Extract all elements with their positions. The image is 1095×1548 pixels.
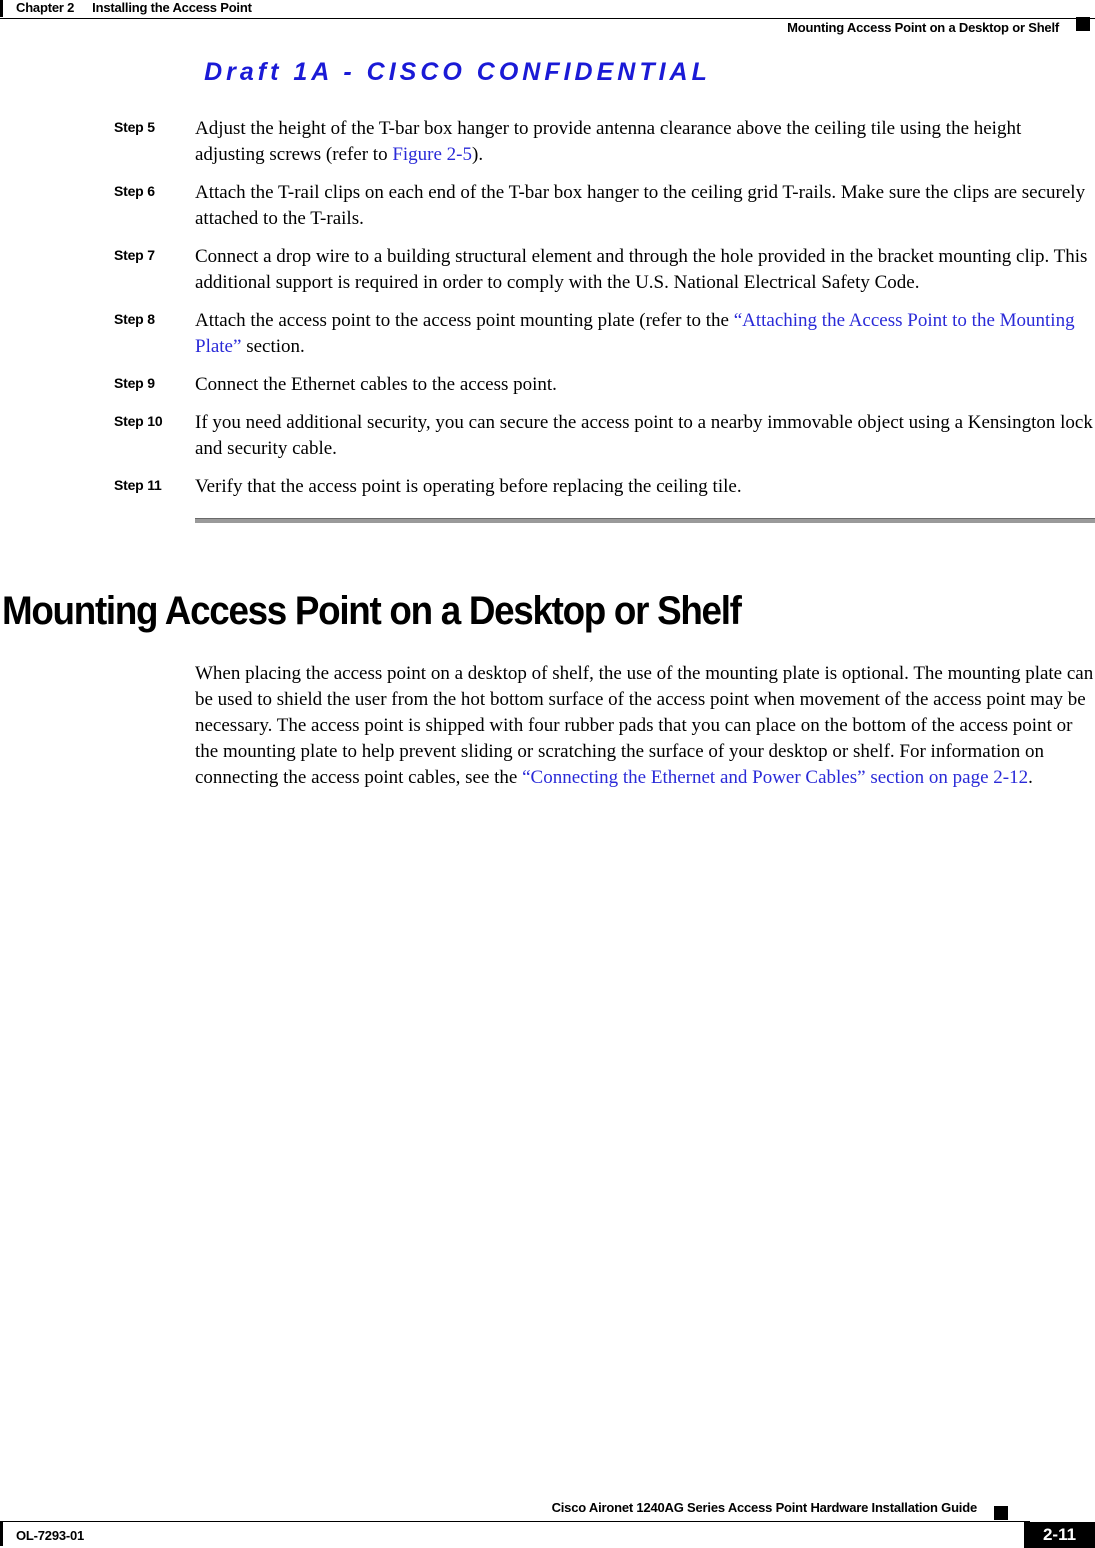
- header-section-title: Mounting Access Point on a Desktop or Shelf: [787, 20, 1059, 35]
- step-9: [0, 372, 1095, 398]
- step-text: If you need additional security, you can secure the access point to a nearby immovable object using a Kensington lock and security cable.: [195, 412, 1093, 459]
- procedure-end-rule: [195, 518, 1095, 523]
- step-text: Verify that the access point is operating before replacing the ceiling tile.: [195, 476, 742, 497]
- section-paragraph: [195, 661, 1095, 791]
- figure-2-5-link[interactable]: Figure 2-5: [392, 144, 473, 165]
- header-left-bar: [0, 0, 3, 17]
- draft-banner: [0, 58, 1095, 87]
- connecting-cables-link[interactable]: “Connecting the Ethernet and Power Cables” section on page 2-12: [522, 767, 1029, 788]
- paragraph-text: When placing the access point on a desktop of shelf, the use of the mounting plate is optional. The mounting plate can be used to shield the user from the hot bottom surface of the access point when movement of the access point may be necessary. The access point is shipped with four rubber pads that you can place on the bottom of the access point or the mounting plate to help prevent sliding or scratching the surface of your desktop or shelf. For information on connecting the access point cables, see the: [195, 663, 1094, 788]
- step-label: Step 9: [114, 375, 155, 391]
- step-label: Step 10: [114, 413, 163, 429]
- step-text: Connect a drop wire to a building structural element and through the hole provided in the bracket mounting clip. This additional support is required in order to comply with the U.S. National Electrical Safety Code.: [195, 246, 1088, 293]
- footer-doc-number: OL-7293-01: [16, 1528, 85, 1543]
- step-text-part: ).: [472, 144, 484, 165]
- paragraph-text: .: [1028, 767, 1033, 788]
- footer-square-marker: [994, 1506, 1008, 1520]
- step-text: [195, 116, 1095, 168]
- step-7: [0, 244, 1095, 296]
- step-6: [0, 180, 1095, 232]
- step-label: Step 7: [114, 247, 155, 263]
- header-chapter-number: Chapter 2: [16, 0, 75, 15]
- step-8: [0, 308, 1095, 360]
- attaching-mounting-plate-link[interactable]: “Attaching the Access Point to the Mounting Plate”: [195, 310, 1075, 357]
- step-label: Step 6: [114, 183, 155, 199]
- step-label: Step 5: [114, 119, 155, 135]
- step-text: Attach the T-rail clips on each end of the T-bar box hanger to the ceiling grid T-rails. Make sure the clips are securely attached to the T-rails.: [195, 182, 1086, 229]
- step-text-part: Adjust the height of the T-bar box hanger to provide antenna clearance above the ceiling tile using the height adjusting screws (refer to: [195, 118, 1022, 165]
- footer-guide-title: Cisco Aironet 1240AG Series Access Point Hardware Installation Guide: [551, 1500, 977, 1515]
- step-label: Step 8: [114, 311, 155, 327]
- header-chapter: [16, 0, 252, 15]
- header-square-marker: [1076, 17, 1090, 31]
- step-10: [0, 410, 1095, 462]
- header-chapter-title: Installing the Access Point: [92, 0, 252, 15]
- footer-left-bar: [0, 1522, 3, 1546]
- step-text-part: section.: [241, 336, 305, 357]
- step-text: Connect the Ethernet cables to the access point.: [195, 374, 557, 395]
- step-text: [195, 308, 1095, 360]
- footer-rule: [0, 1521, 1030, 1522]
- step-label: Step 11: [114, 477, 162, 493]
- step-text-part: Attach the access point to the access point mounting plate (refer to the: [195, 310, 734, 331]
- step-5: [0, 116, 1095, 168]
- draft-banner-text: Draft 1A - CISCO CONFIDENTIAL: [204, 58, 711, 86]
- procedure-steps: [0, 116, 1095, 512]
- header-rule: [0, 18, 1095, 19]
- step-11: [0, 474, 1095, 500]
- section-heading: Mounting Access Point on a Desktop or Shelf: [2, 589, 741, 633]
- footer-page-number: 2-11: [1024, 1522, 1095, 1548]
